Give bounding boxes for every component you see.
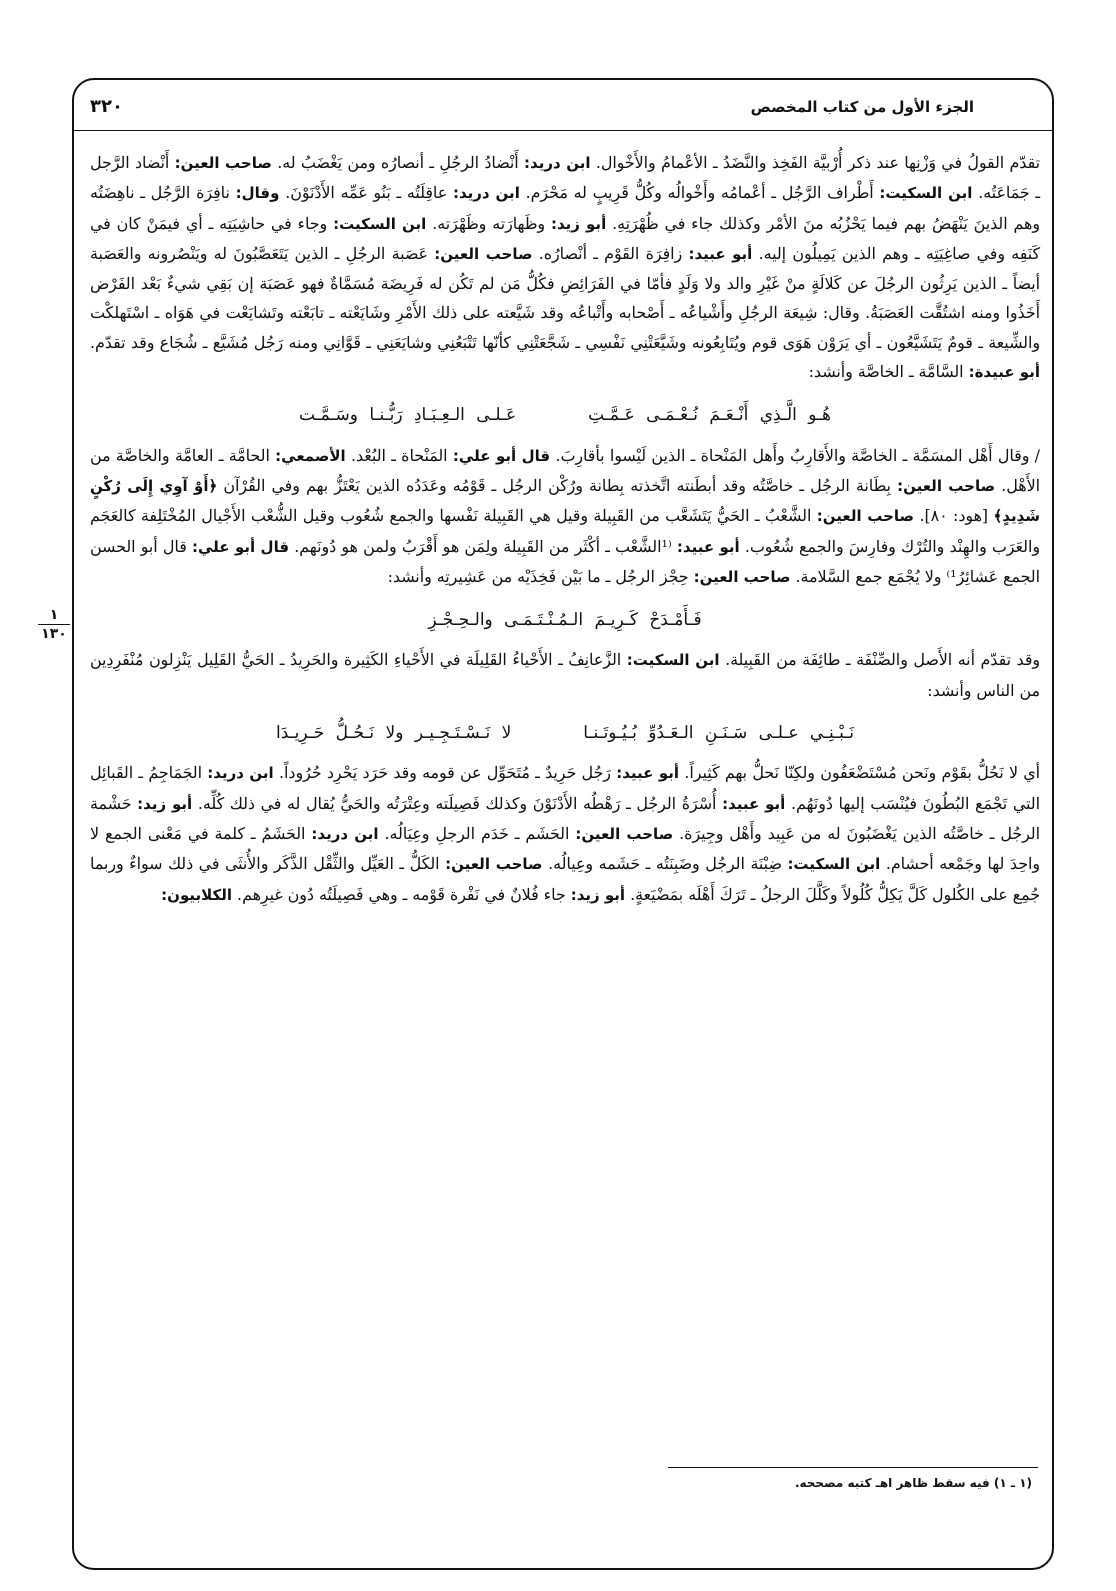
text-run: رَجُل حَرِيدٌ ـ مُتَحَوِّل عن قومه وقد حَرَد يَحْرِد حُرُوداً. xyxy=(273,763,617,783)
text-run: الحامَّة ـ العامَّة والخاصَّة من الأَهْل. xyxy=(90,445,1040,495)
source-name: صاحب العين: xyxy=(434,244,533,263)
source-name: أبو عبيد: xyxy=(616,764,680,783)
main-text xyxy=(90,148,1040,910)
paragraph xyxy=(90,441,1040,592)
text-run: [هود: ٨٠]. xyxy=(914,506,994,526)
source-name: صاحب العين: xyxy=(816,507,915,526)
text-run: نافِرَة الرَّجُل ـ ناهِضَتُه وهم الذينَ يَنْهَضُ بهم فيما يَحْزُبُه منَ الأمْر وكذلك جاء في ظُهْرَتِهِ. xyxy=(90,183,1040,233)
text-run: عَصَبة الرجُلِ ـ الذين يَتَعَصَّبُونَ له ويَنْصُرونه والعَصَبة أيضاً ـ الذين يَرِثُون الرجُلَ عن كَلالَةٍ منْ غَيْرِ والد ولا وَلَدٍ فأمّا في الفَرَائِضِ فكُلُّ مَن لم تَكُن له فَرِيضَة مُسَمَّاةٌ فهو عَصَبَة إن بَقِي شيءٌ بَعْد الفَرْض أَخَذُوا ومنه اشتُقَّت العَصَبَةُ. وقال: شِيعَة الرجُلِ وأَشْياعُه ـ أَصْحابه وأَتْباعُه وقد شَيَّعته على ذلك الأَمْرِ وشَايَعْته ـ تابَعْته وتَشايَعْت في هَوَاه ـ اسْتَهلكْت والشِّيعة ـ قومٌ يَتَشَيَّعُون ـ أي يَرَوْن هَوَى قوم ويُتَابِعُونه وشَيَّعَتْنِي نَفْسِي ـ شَجَّعَتْنِي كأنّها تَتْبَعُنِي وشايَعَنِي ـ قَوَّانِي ومنه رَجُل مُشَيَّع ـ شُجَاع وقد تقدّم. xyxy=(90,243,1040,352)
page-number: ٣٢٠ xyxy=(90,96,123,117)
verse-hemistich-right: نَـبْـنِـي عـلـى سَـنَـنِ الـعَـدُوِّ بُـيُـوتَـنـا xyxy=(583,723,854,744)
source-name: أبو زيد: xyxy=(570,885,626,904)
paragraph xyxy=(90,645,1040,705)
text-run: الزَّعانِفُ ـ الأَحْياءُ القَلِيلَة في الأَحْياءِ الكَثِيرة والحَرِيدُ ـ الحَيُّ القَلِيل يَنْزِلون مُنْفَرِدِين من الناس وأنشد: xyxy=(90,650,1040,700)
source-name: وقال: xyxy=(235,184,280,203)
text-run: حَشْمة الرجُل ـ خاصَّتُه الذين يَغْضَبُونَ له من عَبِيد وأَهْل وجِيرَة. xyxy=(90,793,1040,843)
source-name: ابن دريد: xyxy=(311,824,379,843)
text-run: الشَّعْبُ ـ الحَيُّ يَتَشَعَّب من القَبِيلة وقيل هي القَبِيلة نَفْسها والجمع شُعُوب وقيل الشُّعْب الأَجْيال المُخْتَلِفة كالعَجَم والعَرَب والهِنْد والتُرْك وفارِسَ والجمع شُعُوب. xyxy=(90,506,1040,556)
source-name: ابن السكيت: xyxy=(787,855,881,874)
verse-line xyxy=(90,606,1040,635)
text-run: أُسْرَةُ الرجُل ـ رَهْطُه الأَدْنَوْنَ وكذلك فَصِيلَته وعِتْرَتُه والحَيُّ يُقال له في ذلك كُلِّه. xyxy=(192,793,723,813)
source-name: الكلابيون: xyxy=(161,885,233,904)
text-run: تقدّم القولُ في وَزْنِها عند ذكر أُرْبيَّة الفَخِذ والنَّضَدُ ـ الأعْمامُ والأَخْوال. xyxy=(590,153,1040,172)
source-name: صاحب العين: xyxy=(693,567,791,586)
source-name: صاحب العين: xyxy=(174,154,272,172)
paragraph xyxy=(90,148,1040,387)
source-name: قال أبو علي: xyxy=(191,537,290,556)
source-name: أبو زيد: xyxy=(550,214,607,233)
text-run: حِجْز الرجُل ـ ما بَيْن فَخِذَيْه من عَشِيرتِه وأنشد: xyxy=(387,566,694,586)
verse-hemistich-left: لا نَـسْـتَـجِـيـر ولا نَـحُـلُّ حَـرِيـدَا xyxy=(275,723,512,744)
margin-ref-bottom: ١٣٠ xyxy=(41,626,67,642)
text-run: الكَلُّ ـ العَيِّل والثِّقْل الذَّكَر والأُنثَى في ذلك سواءٌ وربما جُمِع على الكُلول كَلَّ يَكِلُّ كُلُولاً وكَلَّلَ الرجلُ ـ تَرَكَ أَهْلَه بمَضْيَعةٍ. xyxy=(90,854,1040,904)
verse-hemistich-left: عَـلـى الـعِـبَـادِ رَبُّـنـا وسَـمَّـت xyxy=(299,405,517,426)
source-name: ابن السكيت: xyxy=(879,184,973,203)
verse-line xyxy=(90,401,1040,430)
source-name: أبو عبيد: xyxy=(676,537,740,556)
source-name: قال أبو علي: xyxy=(452,446,551,465)
source-name: ابن السكيت: xyxy=(333,214,427,233)
text-run: الحَشَمُ ـ كلمة في مَعْنى الجمع لا واحِدَ لها وجَمْعه أحشام. xyxy=(90,823,1040,874)
text-run: زافِرَة القَوْم ـ أنْصارُه. xyxy=(532,243,689,263)
source-name: ابن السكيت: xyxy=(626,651,720,670)
source-name: أبو عبيد: xyxy=(688,244,753,263)
text-run: وجاء في حاشِيَتِه ـ أي فيمَنْ كان في كَنَفِه وفي صاغِيَتِه ـ وهم الذين يَمِيلُون إليه. xyxy=(90,213,1040,263)
header-rule xyxy=(72,130,1054,131)
text-run: الجَمَاجِمُ ـ القَبائِل التي تَجْمَع البُطُونَ فيُنْسَب إليها دُونَهُم. xyxy=(90,763,1041,813)
text-run: أَطْراف الرَّجُل ـ أعْمامُه وأَخْوالُه وكُلُّ قَرِيبٍ له مَحْرَم. xyxy=(519,183,880,203)
source-name: صاحب العين: xyxy=(575,824,674,843)
source-name: أبو عبيدة: xyxy=(968,363,1040,382)
text-run: جاء فُلانٌ في نَفْرة قَوْمه ـ وهي فَصِيلَتُه دُون غيرِهم. xyxy=(232,884,571,904)
source-name: صاحب العين: xyxy=(445,855,543,874)
source-name: الأصمعي: xyxy=(275,446,346,465)
text-run: ⁽¹الشَّعْب ـ أكْثَر من القَبِيلة ولِمَن هو أَقْرَبُ ولمن هو دُونَهم. xyxy=(289,536,677,556)
text-run: عاقِلَتُه ـ بَنُو عَمِّه الأَدْنَوْنَ. xyxy=(279,183,453,203)
source-name: صاحب العين: xyxy=(897,476,996,495)
margin-page-reference xyxy=(34,608,74,641)
verse-line xyxy=(90,719,1040,748)
text-run: أَنْضادُ الرجُلِ ـ أنصارُه ومن يَغْضَبُ له. xyxy=(271,153,525,172)
margin-ref-bar xyxy=(38,624,70,625)
text-run: الحَشَم ـ خَدَم الرجلِ وعِيَالُه. xyxy=(378,823,576,843)
text-run: قال أبو الحسن الجمع عَشائِرُ¹⁾ ولا يُجْمَع جمع السَّلامة. xyxy=(90,536,1040,586)
source-name: ﴿أَوْ آوِي إِلَى رُكْنٍ شَدِيدٍ﴾ xyxy=(90,476,1040,526)
text-run: / وقال أَهْل المسَمَّة ـ الخاصَّة والأَقارِبُ وأَهل المَنْحاة ـ الذين لَيْسوا بأقارِبَ. xyxy=(550,445,1040,465)
source-name: أبو عبيد: xyxy=(722,794,786,813)
verse-hemistich-right: هُـو الَّـذِي أَنْـعَـمَ نُـعْـمَـى عَـمَّـتِ xyxy=(588,405,831,426)
text-run: السَّامَّة ـ الخاصَّة وأنشد: xyxy=(808,362,969,382)
text-run: أي لا نَحُلُّ بقَوْم ونَحن مُسْتَضْعَفُون ولكِنّا نَحلُّ بهم كَثِيراً. xyxy=(679,763,1041,783)
source-name: ابن دريد: xyxy=(524,154,591,172)
text-run: بِطَانة الرجُل ـ خاصَّتُه وقد أبطَنته اتَّخذته بِطانة ورُكْن الرجُل ـ قَوْمُه وعَدَدُه الذين يَعْتَزُّ بهم وفي القُرْآن xyxy=(217,475,898,495)
source-name: ابن دريد: xyxy=(452,184,520,203)
source-name: أبو زيد: xyxy=(137,794,193,813)
footnote: (١ ـ ١) فيه سقط ظاهر اهـ كتبه مصححه. xyxy=(794,1476,1032,1490)
running-title: الجزء الأول من كتاب المخصص xyxy=(750,98,974,116)
verse-single: فَـأَمْـدَحْ كَـرِيـمَ الـمُـنْـتَـمَـى والـحِـجْـزِ xyxy=(428,610,702,631)
text-run: المَنْحاة ـ البُعْد. xyxy=(345,445,453,465)
page-header xyxy=(82,94,1044,122)
margin-ref-top: ١ xyxy=(49,607,59,623)
text-run: ضِبْنَة الرجُل وضَبِنَتُه ـ حَشَمه وعِيالُه. xyxy=(542,854,788,874)
text-run: وظَهارَته وظَهْرَته. xyxy=(426,213,551,233)
text-run: أَنْضاد الرَّجل ـ جَمَاعَتُه. xyxy=(90,153,1041,203)
footnote-rule xyxy=(668,1467,1038,1468)
paragraph xyxy=(90,758,1040,909)
text-run: وقد تقدّم أنه الأَصل والصِّنْفَة ـ طائِفَة من القَبِيلة. xyxy=(719,650,1040,670)
source-name: ابن دريد: xyxy=(207,764,274,783)
